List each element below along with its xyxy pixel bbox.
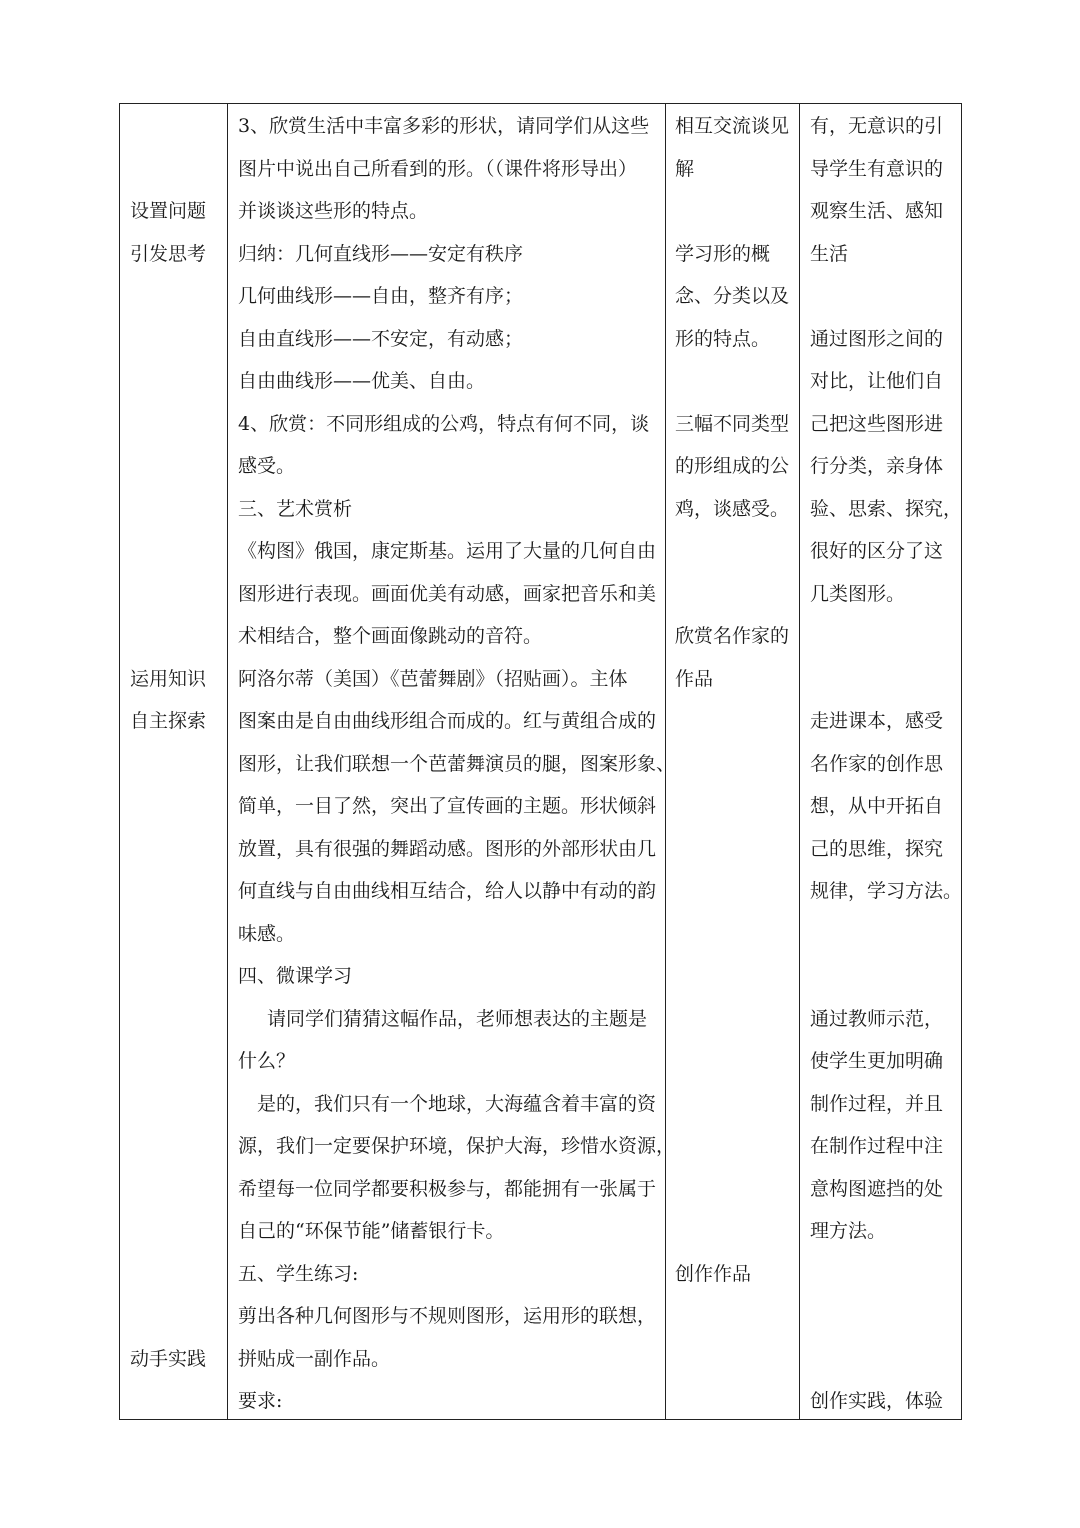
teacher-text-line: 希望每一位同学都要积极参与，都能拥有一张属于 [238, 1177, 657, 1200]
teacher-text-line: 几何曲线形——自由，整齐有序； [238, 285, 524, 307]
student-text-line: 相互交流谈见 [675, 115, 790, 137]
teacher-text-line: 五、学生练习: [238, 1262, 359, 1285]
teacher-text-line: 3、欣赏生活中丰富多彩的形状，请同学们从这些 [238, 115, 650, 137]
intent-text-line: 导学生有意识的 [810, 157, 944, 180]
teacher-text-line: 术相结合，整个画面像跳动的音符。 [238, 625, 543, 647]
intent-text-line: 通过图形之间的 [810, 327, 944, 350]
teacher-text-line: 图形进行表现。画面优美有动感，画家把音乐和美 [238, 582, 657, 605]
teacher-text-line: 请同学们猜猜这幅作品，老师想表达的主题是 [267, 1007, 648, 1030]
teacher-text-line: 图片中说出自己所看到的形。（（课件将形导出） [238, 157, 638, 180]
intent-text-line: 制作过程，并且 [810, 1092, 944, 1115]
stage-label: 设置问题 [130, 200, 207, 222]
teacher-text-line: 是的，我们只有一个地球，大海蕴含着丰富的资 [257, 1092, 657, 1115]
column-divider [799, 104, 800, 1419]
teacher-text-line: 剪出各种几何图形与不规则图形，运用形的联想， [238, 1305, 657, 1327]
student-text-line: 欣赏名作家的 [675, 625, 790, 647]
intent-text-line: 走进课本，感受 [810, 710, 944, 732]
intent-text-line: 规律，学习方法。 [810, 880, 963, 902]
stage-label: 自主探索 [130, 710, 207, 732]
teacher-text-line: 源，我们一定要保护环境，保护大海，珍惜水资源， [238, 1135, 676, 1157]
teacher-text-line: 并谈谈这些形的特点。 [238, 200, 429, 222]
teacher-text-line: 什么？ [238, 1050, 296, 1072]
student-text-line: 作品 [675, 667, 714, 690]
student-text-line: 三幅不同类型 [675, 412, 790, 435]
teacher-text-line: 图案由是自由曲线形组合而成的。红与黄组合成的 [238, 710, 657, 732]
stage-label: 引发思考 [130, 242, 207, 265]
teacher-text-line: 自由直线形——不安定，有动感； [238, 327, 524, 350]
student-text-line: 创作作品 [675, 1262, 752, 1285]
student-text-line: 念、分类以及 [675, 285, 790, 307]
intent-text-line: 很好的区分了这 [810, 540, 944, 562]
intent-text-line: 生活 [810, 242, 849, 265]
column-divider [227, 104, 228, 1419]
intent-text-line: 几类图形。 [810, 582, 906, 605]
intent-text-line: 名作家的创作思 [810, 752, 944, 775]
teacher-text-line: 放置，具有很强的舞蹈动感。图形的外部形状由几 [238, 837, 657, 860]
teacher-text-line: 味感。 [238, 922, 296, 945]
teacher-text-line: 简单，一目了然，突出了宣传画的主题。形状倾斜 [238, 795, 657, 817]
intent-text-line: 验、思索、探究， [810, 497, 963, 520]
intent-text-line: 意构图遮挡的处 [810, 1177, 944, 1200]
teacher-text-line: 图形，让我们联想一个芭蕾舞演员的腿，图案形象、 [238, 752, 676, 775]
intent-text-line: 使学生更加明确 [810, 1050, 944, 1072]
teacher-text-line: 《构图》俄国，康定斯基。运用了大量的几何自由 [238, 540, 657, 562]
student-text-line: 的形组成的公 [675, 455, 790, 477]
teacher-text-line: 拼贴成一副作品。 [238, 1347, 391, 1370]
intent-text-line: 创作实践，体验 [810, 1390, 944, 1412]
teacher-text-line: 四、微课学习 [238, 965, 353, 987]
student-text-line: 学习形的概 [675, 242, 771, 265]
intent-text-line: 行分类，亲身体 [810, 455, 944, 477]
intent-text-line: 己的思维，探究 [810, 837, 944, 860]
teacher-text-line: 阿洛尔蒂（美国）《芭蕾舞剧》（招贴画）。主体 [238, 667, 628, 690]
intent-text-line: 理方法。 [810, 1220, 887, 1242]
student-text-line: 鸡，谈感受。 [675, 497, 790, 520]
student-text-line: 解 [675, 157, 695, 180]
teacher-text-line: 归纳：几何直线形——安定有秩序 [238, 242, 524, 265]
teacher-text-line: 三、艺术赏析 [238, 497, 353, 520]
stage-label: 运用知识 [130, 667, 207, 690]
intent-text-line: 有，无意识的引 [810, 115, 944, 137]
teacher-text-line: 自由曲线形——优美、自由。 [238, 370, 486, 392]
teacher-text-line: 自己的“环保节能”储蓄银行卡。 [238, 1220, 505, 1242]
intent-text-line: 想，从中开拓自 [810, 795, 944, 817]
teacher-text-line: 要求: [238, 1390, 283, 1412]
intent-text-line: 对比，让他们自 [810, 370, 944, 392]
teacher-text-line: 4、欣赏：不同形组成的公鸡，特点有何不同，谈 [238, 412, 650, 435]
intent-text-line: 观察生活、感知 [810, 200, 944, 222]
teacher-text-line: 感受。 [238, 455, 296, 477]
intent-text-line: 己把这些图形进 [810, 412, 944, 435]
lesson-plan-table [119, 103, 962, 1420]
teacher-text-line: 何直线与自由曲线相互结合，给人以静中有动的韵 [238, 880, 657, 902]
student-text-line: 形的特点。 [675, 327, 771, 350]
stage-label: 动手实践 [130, 1347, 207, 1370]
intent-text-line: 通过教师示范， [810, 1007, 944, 1030]
intent-text-line: 在制作过程中注 [810, 1135, 944, 1157]
